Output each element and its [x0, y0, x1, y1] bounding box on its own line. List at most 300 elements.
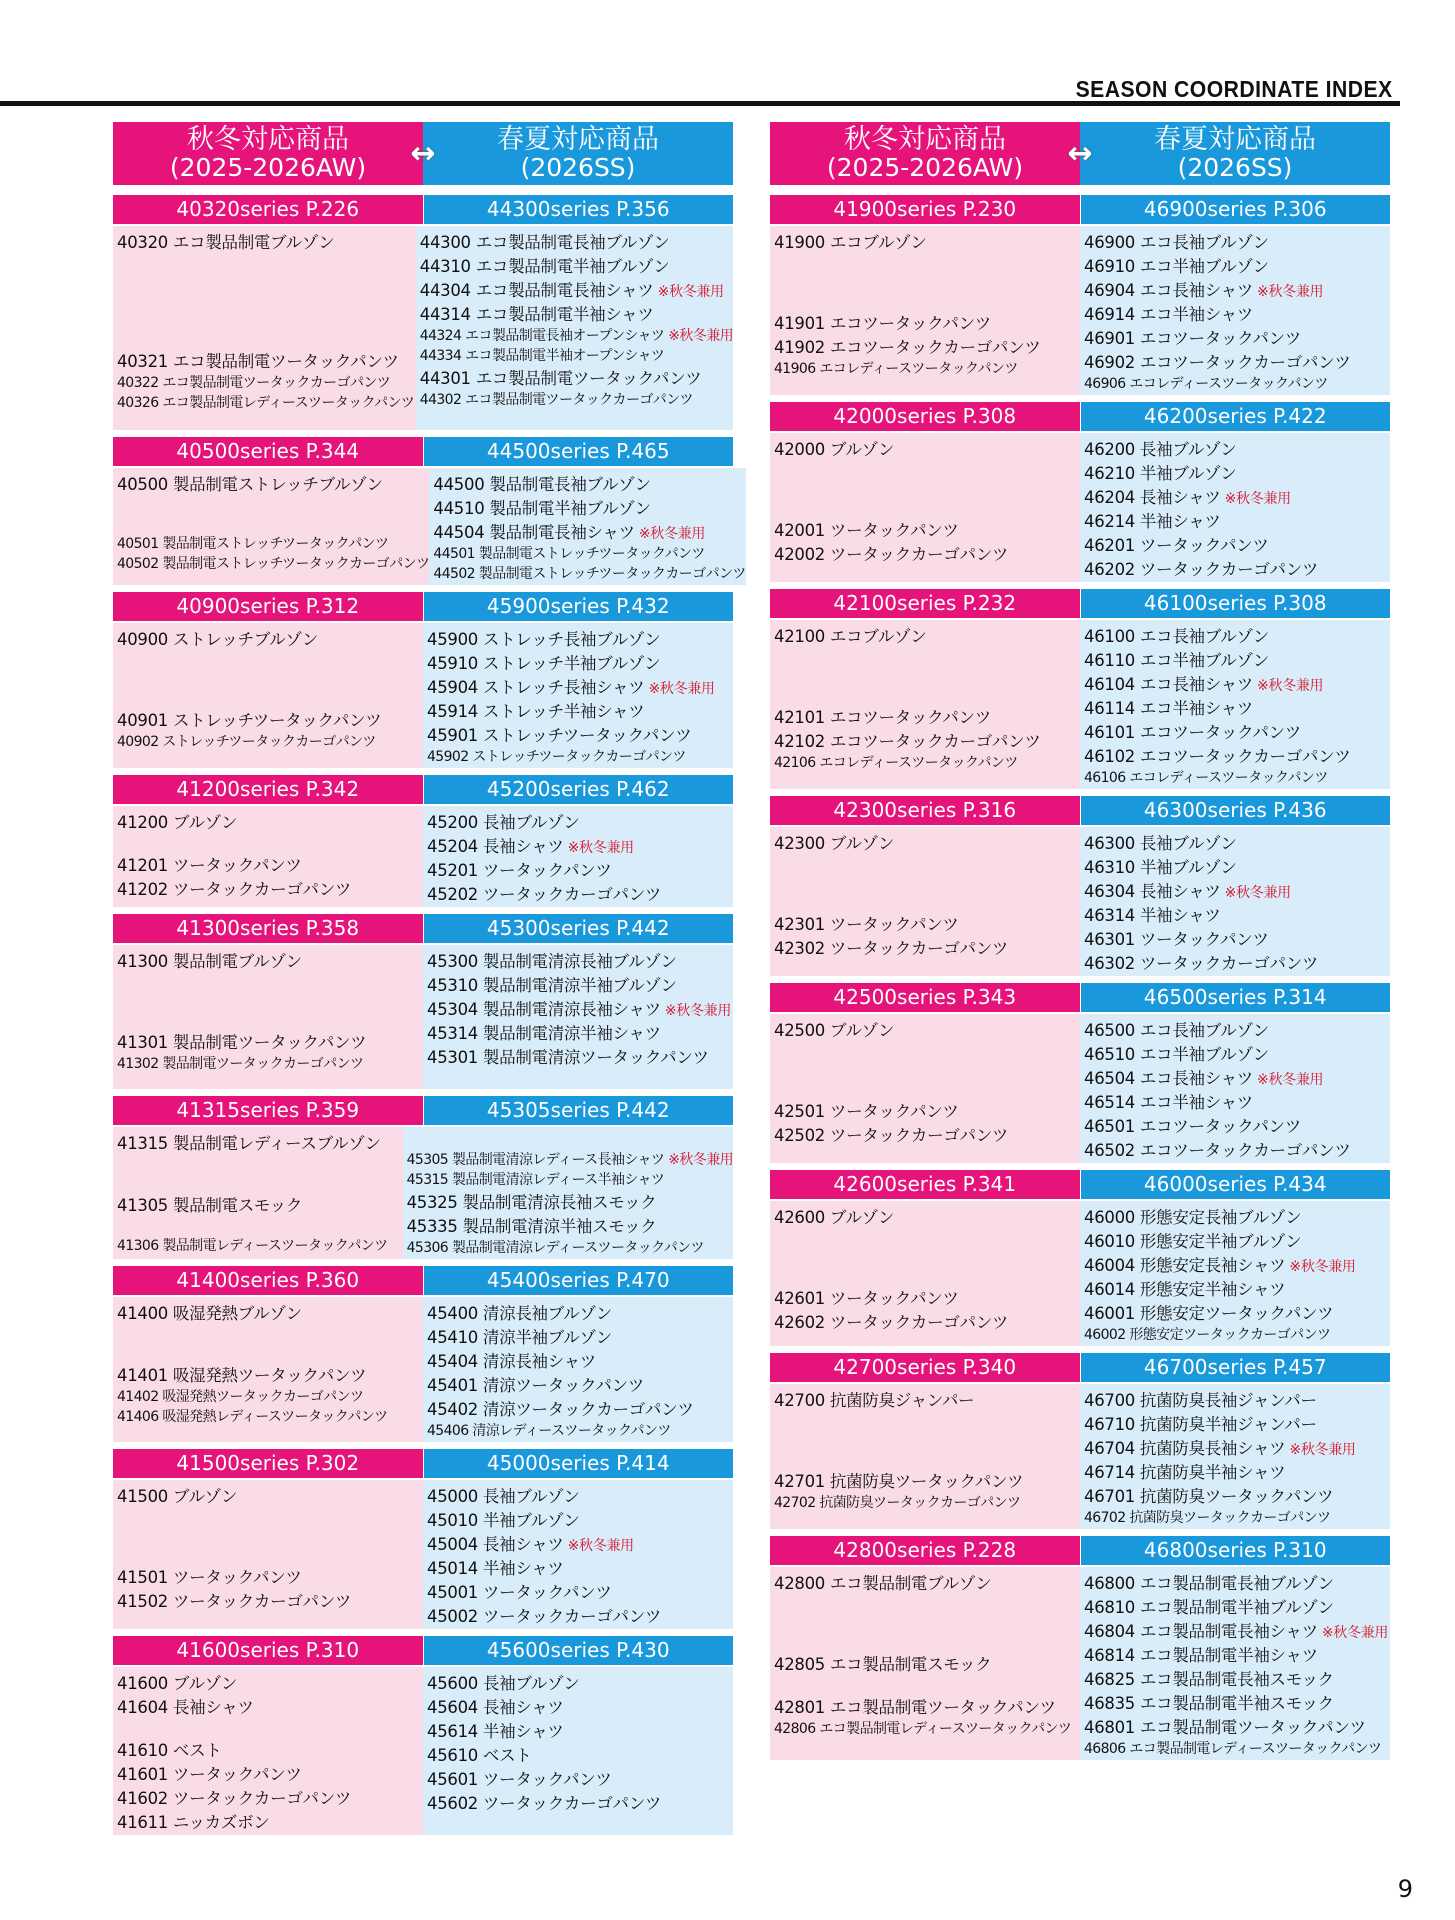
aw-item: 41400 吸湿発熱ブルゾン — [117, 1304, 302, 1323]
ss-item — [1084, 1690, 1390, 1714]
aw-item: 41902 エコツータックカーゴパンツ — [774, 338, 1041, 357]
aw-series-label: 42300series P.316 — [770, 796, 1081, 825]
ss-item — [420, 229, 733, 253]
ss-item — [1084, 767, 1390, 787]
aw-item: 42502 ツータックカーゴパンツ — [774, 1126, 1009, 1145]
aw-item — [117, 972, 423, 991]
aw-item — [774, 291, 1080, 310]
column-header — [113, 122, 733, 185]
aw-item — [774, 1449, 1080, 1468]
dual-season-note: ※秋冬兼用 — [648, 681, 715, 697]
aw-item: 42302 ツータックカーゴパンツ — [774, 939, 1009, 958]
ss-item — [1084, 1618, 1390, 1642]
aw-item: 42102 エコツータックカーゴパンツ — [774, 732, 1041, 751]
ss-item-label: 44324 エコ製品制電長袖オープンシャツ — [419, 328, 665, 344]
aw-item — [117, 669, 423, 688]
ss-item-label: 46204 長袖シャツ — [1084, 488, 1221, 507]
ss-item-label: 46201 ツータックパンツ — [1084, 536, 1269, 555]
ss-item-label: 46714 抗菌防臭半袖シャツ — [1084, 1463, 1286, 1482]
ss-item — [1084, 1041, 1390, 1065]
series-block — [770, 1353, 1390, 1529]
ss-item — [1084, 1459, 1390, 1483]
right-column — [770, 122, 1390, 1767]
aw-item: 41601 ツータックパンツ — [117, 1765, 302, 1784]
ss-item — [427, 722, 733, 746]
ss-header-title: 春夏対応商品 — [1154, 123, 1316, 155]
ss-item — [1084, 556, 1390, 580]
ss-series-label: 46500series P.314 — [1081, 983, 1391, 1012]
ss-item — [1084, 508, 1390, 532]
ss-item-label: 46810 エコ製品制電半袖ブルゾン — [1084, 1598, 1334, 1617]
ss-item — [427, 948, 733, 972]
ss-item — [1084, 1507, 1390, 1527]
aw-item — [774, 1411, 1080, 1430]
aw-item: 42101 エコツータックパンツ — [774, 708, 991, 727]
ss-item — [407, 1189, 733, 1213]
ss-item — [1084, 623, 1390, 647]
ss-item — [1084, 671, 1390, 695]
ss-item — [427, 1555, 733, 1579]
ss-item — [433, 471, 745, 495]
ss-item-label: 44310 エコ製品制電半袖ブルゾン — [419, 257, 670, 276]
ss-item — [433, 543, 745, 563]
aw-series-label: 41600series P.310 — [113, 1636, 424, 1665]
aw-series-label: 40900series P.312 — [113, 592, 424, 621]
ss-item — [1084, 1435, 1390, 1459]
ss-item-label: 45305 製品制電清涼レディース長袖シャツ — [406, 1152, 665, 1168]
ss-item — [1084, 1252, 1390, 1276]
aw-series-label: 41315series P.359 — [113, 1096, 424, 1125]
ss-item-label: 46101 エコツータックパンツ — [1084, 723, 1301, 742]
ss-item — [427, 833, 733, 857]
ss-item — [427, 1507, 733, 1531]
ss-header — [1080, 122, 1390, 185]
series-block — [113, 437, 746, 585]
ss-item — [1084, 301, 1390, 325]
aw-item-list — [770, 620, 1080, 789]
ss-item-label: 46700 抗菌防臭長袖ジャンパー — [1084, 1391, 1317, 1410]
ss-item — [1084, 743, 1390, 767]
ss-item — [1084, 1570, 1390, 1594]
ss-item-label: 45201 ツータックパンツ — [427, 861, 612, 880]
ss-series-label: 46700series P.457 — [1081, 1353, 1391, 1382]
aw-item — [774, 1613, 1080, 1632]
ss-item — [427, 1694, 733, 1718]
ss-item — [1084, 1738, 1390, 1758]
aw-item-list — [770, 1567, 1080, 1760]
series-header — [113, 1266, 733, 1297]
ss-item-label: 45410 清涼半袖ブルゾン — [427, 1328, 612, 1347]
aw-item: 40502 製品制電ストレッチツータックカーゴパンツ — [117, 556, 430, 572]
ss-item-label: 45315 製品制電清涼レディース半袖シャツ — [406, 1172, 665, 1188]
ss-item — [1084, 1594, 1390, 1618]
aw-item: 41401 吸湿発熱ツータックパンツ — [117, 1366, 367, 1385]
double-arrow-icon: ↔ — [410, 135, 436, 171]
ss-item — [1084, 1642, 1390, 1666]
ss-item-label: 46100 エコ長袖ブルゾン — [1084, 627, 1269, 646]
ss-item — [1084, 349, 1390, 373]
ss-item-list — [1080, 1014, 1390, 1163]
aw-item: 42600 ブルゾン — [774, 1208, 895, 1227]
aw-item: 40500 製品制電ストレッチブルゾン — [117, 475, 383, 494]
aw-item: 41300 製品制電ブルゾン — [117, 952, 302, 971]
ss-item-label: 46914 エコ半袖シャツ — [1084, 305, 1254, 324]
aw-item-list — [113, 1297, 423, 1442]
aw-item: 41201 ツータックパンツ — [117, 856, 302, 875]
aw-series-label: 42800series P.228 — [770, 1536, 1081, 1565]
ss-item-label: 46302 ツータックカーゴパンツ — [1084, 954, 1319, 973]
aw-item — [117, 1718, 423, 1737]
ss-item-label: 46304 長袖シャツ — [1084, 882, 1221, 901]
aw-item — [774, 498, 1080, 517]
ss-item-label: 46106 エコレディースツータックパンツ — [1084, 770, 1328, 786]
aw-item-list — [770, 1384, 1080, 1529]
series-header — [113, 775, 733, 806]
series-list — [770, 195, 1390, 1760]
aw-item: 42800 エコ製品制電ブルゾン — [774, 1574, 992, 1593]
ss-series-label: 46200series P.422 — [1081, 402, 1391, 431]
ss-item-label: 45914 ストレッチ半袖シャツ — [427, 702, 645, 721]
ss-item — [427, 1766, 733, 1790]
aw-series-label: 40320series P.226 — [113, 195, 424, 224]
aw-item: 41501 ツータックパンツ — [117, 1568, 302, 1587]
ss-item — [407, 1213, 733, 1237]
dual-season-note: ※秋冬兼用 — [567, 1538, 634, 1554]
aw-item-list — [113, 1667, 423, 1835]
aw-header-title: 秋冬対応商品 — [844, 123, 1006, 155]
ss-item-label: 45614 半袖シャツ — [427, 1722, 564, 1741]
ss-item-label: 45000 長袖ブルゾン — [427, 1487, 580, 1506]
ss-item — [427, 1531, 733, 1555]
ss-item-label: 45401 清涼ツータックパンツ — [427, 1376, 644, 1395]
series-header — [770, 983, 1390, 1014]
aw-item — [117, 1507, 423, 1526]
aw-item — [117, 1526, 423, 1545]
ss-item — [427, 674, 733, 698]
series-block — [770, 983, 1390, 1163]
aw-item: 42702 抗菌防臭ツータックカーゴパンツ — [774, 1495, 1021, 1511]
ss-item-label: 44334 エコ製品制電半袖オープンシャツ — [419, 348, 665, 364]
ss-item-list — [1080, 1567, 1390, 1760]
ss-item-label: 45200 長袖ブルゾン — [427, 813, 580, 832]
aw-series-label: 41900series P.230 — [770, 195, 1081, 224]
series-header — [770, 796, 1390, 827]
ss-item-label: 45600 長袖ブルゾン — [427, 1674, 580, 1693]
ss-item-label: 46310 半袖ブルゾン — [1084, 858, 1237, 877]
ss-item-label: 46825 エコ製品制電長袖スモック — [1084, 1670, 1334, 1689]
series-header — [770, 1353, 1390, 1384]
aw-item: 41602 ツータックカーゴパンツ — [117, 1789, 352, 1808]
ss-item-label: 46510 エコ半袖ブルゾン — [1084, 1045, 1269, 1064]
aw-series-label: 41200series P.342 — [113, 775, 424, 804]
aw-series-label: 41400series P.360 — [113, 1266, 424, 1295]
ss-item-label: 44314 エコ製品制電半袖シャツ — [419, 305, 654, 324]
ss-item-label: 45604 長袖シャツ — [427, 1698, 564, 1717]
ss-item-label: 46814 エコ製品制電半袖シャツ — [1084, 1646, 1318, 1665]
ss-item-label: 46002 形態安定ツータックカーゴパンツ — [1084, 1327, 1331, 1343]
aw-item: 40900 ストレッチブルゾン — [117, 630, 318, 649]
ss-item — [433, 519, 745, 543]
aw-item: 42100 エコブルゾン — [774, 627, 927, 646]
ss-item-label: 46501 エコツータックパンツ — [1084, 1117, 1301, 1136]
ss-item-list — [423, 623, 733, 768]
ss-item-list — [1080, 620, 1390, 789]
ss-item-label: 46200 長袖ブルゾン — [1084, 440, 1237, 459]
ss-item-label: 46835 エコ製品制電半袖スモック — [1084, 1694, 1334, 1713]
ss-item-label: 45406 清涼レディースツータックパンツ — [427, 1423, 671, 1439]
aw-item — [774, 1060, 1080, 1079]
ss-item-label: 46704 抗菌防臭長袖シャツ — [1084, 1439, 1286, 1458]
aw-item: 42806 エコ製品制電レディースツータックパンツ — [774, 1721, 1072, 1737]
aw-item — [774, 272, 1080, 291]
ss-item-label: 46004 形態安定長袖シャツ — [1084, 1256, 1286, 1275]
ss-item-list — [423, 945, 733, 1089]
ss-item — [427, 1348, 733, 1372]
ss-item-label: 46210 半袖ブルゾン — [1084, 464, 1237, 483]
ss-item-label: 46502 エコツータックカーゴパンツ — [1084, 1141, 1351, 1160]
aw-item-list — [113, 1127, 403, 1259]
ss-item-label: 44504 製品制電長袖シャツ — [433, 523, 635, 542]
dual-season-note: ※秋冬兼用 — [1321, 1625, 1389, 1641]
ss-series-label: 44500series P.465 — [424, 437, 734, 466]
ss-item-label: 45310 製品制電清涼半袖ブルゾン — [427, 976, 677, 995]
ss-item-label: 45304 製品制電清涼長袖シャツ — [427, 1000, 661, 1019]
ss-item-label: 44300 エコ製品制電長袖ブルゾン — [419, 233, 670, 252]
ss-item-list — [423, 1297, 733, 1442]
aw-item — [774, 479, 1080, 498]
aw-item: 42001 ツータックパンツ — [774, 521, 959, 540]
aw-item: 41306 製品制電レディースツータックパンツ — [117, 1238, 388, 1254]
aw-item: 42300 ブルゾン — [774, 834, 895, 853]
dual-season-note: ※秋冬兼用 — [1257, 1072, 1324, 1088]
aw-item: 42000 ブルゾン — [774, 440, 895, 459]
aw-item: 41604 長袖シャツ — [117, 1698, 254, 1717]
ss-header — [423, 122, 733, 185]
series-header — [113, 1449, 733, 1480]
aw-item: 42601 ツータックパンツ — [774, 1289, 959, 1308]
aw-header — [113, 122, 423, 185]
ss-item — [427, 996, 733, 1020]
aw-item: 41200 ブルゾン — [117, 813, 238, 832]
ss-item-label: 45402 清涼ツータックカーゴパンツ — [427, 1400, 694, 1419]
ss-item-list — [1080, 433, 1390, 582]
aw-item — [774, 647, 1080, 666]
series-block — [113, 1449, 733, 1629]
ss-item — [420, 389, 733, 409]
ss-item — [1084, 484, 1390, 508]
ss-series-label: 45400series P.470 — [424, 1266, 734, 1295]
aw-item-list — [770, 827, 1080, 976]
aw-item-list — [770, 1014, 1080, 1163]
ss-item-label: 45901 ストレッチツータックパンツ — [427, 726, 692, 745]
ss-item — [427, 746, 733, 766]
series-header — [770, 195, 1390, 226]
ss-item — [420, 409, 733, 428]
ss-item — [427, 650, 733, 674]
dual-season-note: ※秋冬兼用 — [668, 328, 733, 344]
ss-item — [1084, 1137, 1390, 1161]
aw-item — [117, 991, 423, 1010]
aw-item-list — [113, 226, 416, 430]
aw-item — [117, 1343, 423, 1362]
aw-item: 40321 エコ製品制電ツータックパンツ — [117, 352, 399, 371]
ss-item-list — [1080, 827, 1390, 976]
series-header — [770, 1536, 1390, 1567]
ss-item — [1084, 695, 1390, 719]
ss-series-label: 45200series P.462 — [424, 775, 734, 804]
ss-item — [427, 809, 733, 833]
ss-item — [427, 1483, 733, 1507]
aw-item: 41202 ツータックカーゴパンツ — [117, 880, 352, 899]
aw-series-label: 40500series P.344 — [113, 437, 424, 466]
ss-item-list — [403, 1127, 733, 1259]
aw-item — [774, 892, 1080, 911]
ss-item — [427, 1324, 733, 1348]
aw-item: 41906 エコレディースツータックパンツ — [774, 361, 1018, 377]
series-header — [113, 1636, 733, 1667]
series-list — [113, 195, 746, 1835]
aw-item — [774, 873, 1080, 892]
series-block — [113, 195, 733, 430]
ss-item — [427, 626, 733, 650]
ss-item — [1084, 436, 1390, 460]
aw-item-list — [113, 468, 429, 585]
ss-item-label: 44502 製品制電ストレッチツータックカーゴパンツ — [433, 566, 746, 582]
aw-item — [117, 514, 429, 533]
ss-item-label: 46806 エコ製品制電レディースツータックパンツ — [1084, 1741, 1382, 1757]
ss-item — [1084, 325, 1390, 349]
ss-item-label: 45904 ストレッチ長袖シャツ — [427, 678, 645, 697]
aw-item: 41406 吸湿発熱レディースツータックパンツ — [117, 1409, 388, 1425]
ss-item — [427, 1396, 733, 1420]
series-header — [770, 1170, 1390, 1201]
page-title: SEASON COORDINATE INDEX — [1075, 76, 1393, 102]
ss-item — [427, 881, 733, 905]
ss-item-list — [429, 468, 745, 585]
aw-item: 41600 ブルゾン — [117, 1674, 238, 1693]
ss-item-label: 45202 ツータックカーゴパンツ — [427, 885, 662, 904]
series-block — [770, 1536, 1390, 1760]
ss-item — [407, 1130, 733, 1149]
aw-item: 41611 ニッカズボン — [117, 1813, 270, 1832]
ss-item — [420, 253, 733, 277]
aw-series-label: 42000series P.308 — [770, 402, 1081, 431]
ss-item — [1084, 830, 1390, 854]
ss-item-label: 46702 抗菌防臭ツータックカーゴパンツ — [1084, 1510, 1331, 1526]
ss-item — [1084, 1411, 1390, 1435]
ss-item — [427, 1068, 733, 1087]
series-header — [113, 592, 733, 623]
ss-item — [1084, 460, 1390, 484]
aw-item — [774, 1247, 1080, 1266]
ss-item — [407, 1149, 733, 1169]
ss-item-label: 46014 形態安定半袖シャツ — [1084, 1280, 1286, 1299]
ss-item-label: 46800 エコ製品制電長袖ブルゾン — [1084, 1574, 1334, 1593]
ss-item — [1084, 1089, 1390, 1113]
aw-series-label: 42500series P.343 — [770, 983, 1081, 1012]
ss-item — [1084, 1204, 1390, 1228]
aw-item — [117, 650, 423, 669]
aw-item — [774, 666, 1080, 685]
ss-item-label: 46804 エコ製品制電長袖シャツ — [1084, 1622, 1318, 1641]
aw-item-list — [113, 806, 423, 907]
aw-header-title: 秋冬対応商品 — [187, 123, 349, 155]
ss-item-label: 46906 エコレディースツータックパンツ — [1084, 376, 1328, 392]
ss-item — [1084, 1666, 1390, 1690]
dual-season-note: ※秋冬兼用 — [1257, 678, 1324, 694]
aw-item: 42301 ツータックパンツ — [774, 915, 959, 934]
dual-season-note: ※秋冬兼用 — [1289, 1259, 1356, 1275]
ss-item — [1084, 647, 1390, 671]
ss-item — [407, 1169, 733, 1189]
ss-series-label: 45900series P.432 — [424, 592, 734, 621]
ss-item-label: 46102 エコツータックカーゴパンツ — [1084, 747, 1351, 766]
left-column — [113, 122, 746, 1842]
aw-series-label: 41500series P.302 — [113, 1449, 424, 1478]
aw-item-list — [113, 623, 423, 768]
ss-item — [1084, 1276, 1390, 1300]
series-block — [113, 1266, 733, 1442]
ss-header-season: (2026SS) — [1177, 152, 1293, 182]
ss-item — [1084, 532, 1390, 556]
ss-header-season: (2026SS) — [520, 152, 636, 182]
ss-series-label: 45000series P.414 — [424, 1449, 734, 1478]
ss-item-list — [1080, 226, 1390, 395]
ss-item — [1084, 229, 1390, 253]
ss-item — [1084, 277, 1390, 301]
series-header — [770, 402, 1390, 433]
aw-item — [117, 688, 423, 707]
ss-item — [427, 1372, 733, 1396]
ss-item-label: 46010 形態安定半袖ブルゾン — [1084, 1232, 1302, 1251]
aw-item: 41901 エコツータックパンツ — [774, 314, 991, 333]
ss-item-label: 45325 製品制電清涼長袖スモック — [406, 1193, 657, 1212]
ss-item — [1084, 854, 1390, 878]
ss-item-label: 45314 製品制電清涼半袖シャツ — [427, 1024, 661, 1043]
ss-item — [1084, 1228, 1390, 1252]
aw-item: 42701 抗菌防臭ツータックパンツ — [774, 1472, 1024, 1491]
ss-item-label: 46514 エコ半袖シャツ — [1084, 1093, 1254, 1112]
aw-item: 41610 ベスト — [117, 1741, 222, 1760]
ss-item-label: 45004 長袖シャツ — [427, 1535, 564, 1554]
ss-item-label: 44500 製品制電長袖ブルゾン — [433, 475, 651, 494]
ss-item — [1084, 950, 1390, 974]
series-block — [113, 914, 733, 1089]
aw-item: 42700 抗菌防臭ジャンパー — [774, 1391, 975, 1410]
ss-item — [1084, 1113, 1390, 1137]
aw-item-list — [770, 226, 1080, 395]
ss-item-label: 46904 エコ長袖シャツ — [1084, 281, 1254, 300]
series-block — [770, 402, 1390, 582]
ss-item — [1084, 878, 1390, 902]
ss-item-label: 44304 エコ製品制電長袖シャツ — [419, 281, 654, 300]
dual-season-note: ※秋冬兼用 — [1289, 1442, 1356, 1458]
ss-item — [427, 1420, 733, 1440]
aw-item — [117, 253, 416, 272]
ss-item-label: 46801 エコ製品制電ツータックパンツ — [1084, 1718, 1366, 1737]
ss-item — [427, 1814, 733, 1833]
ss-item-label: 45306 製品制電清涼レディースツータックパンツ — [406, 1240, 704, 1256]
ss-item — [427, 857, 733, 881]
aw-item: 40902 ストレッチツータックカーゴパンツ — [117, 734, 376, 750]
aw-item: 40901 ストレッチツータックパンツ — [117, 711, 382, 730]
dual-season-note: ※秋冬兼用 — [664, 1003, 732, 1019]
aw-item: 42602 ツータックカーゴパンツ — [774, 1313, 1009, 1332]
aw-item: 41500 ブルゾン — [117, 1487, 238, 1506]
ss-item — [420, 301, 733, 325]
ss-item-label: 45900 ストレッチ長袖ブルゾン — [427, 630, 661, 649]
ss-item — [1084, 373, 1390, 393]
